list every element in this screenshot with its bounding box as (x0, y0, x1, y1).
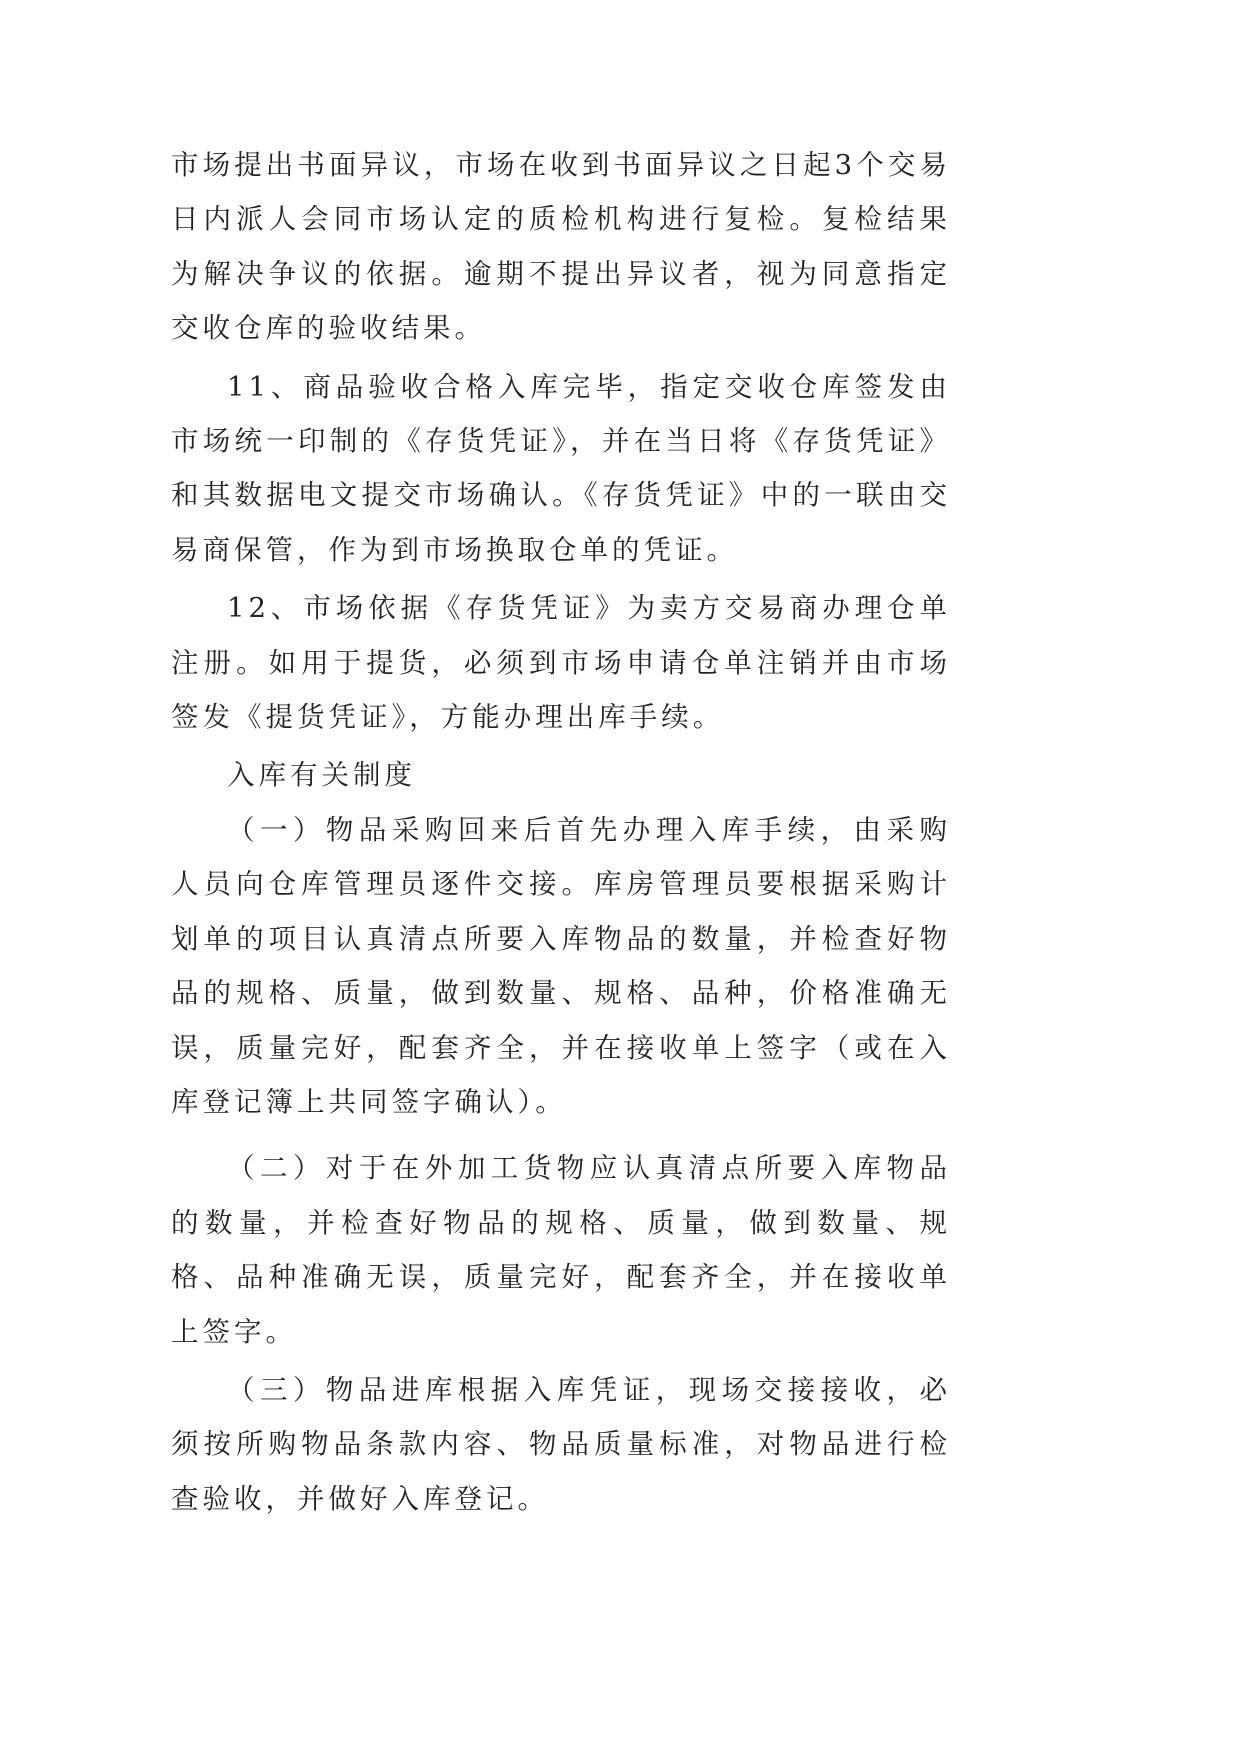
paragraph-rule-3: （三）物品进库根据入库凭证，现场交接接收，必须按所购物品条款内容、物品质量标准，对物品进行检查验收，并做好入库登记。 (171, 1373, 951, 1515)
paragraph-item-11: 11、商品验收合格入库完毕，指定交收仓库签发由市场统一印制的《存货凭证》，并在当日将《存货凭证》和其数据电文提交市场确认。《存货凭证》中的一联由交易商保管，作为到市场换取仓单的凭证。 (171, 370, 951, 566)
document-body (171, 138, 951, 1526)
paragraph-item-12: 12、市场依据《存货凭证》为卖方交易商办理仓单注册。如用于提货，必须到市场申请仓单注销并由市场签发《提货凭证》，方能办理出库手续。 (171, 592, 951, 734)
paragraph-rule-1: （一）物品采购回来后首先办理入库手续，由采购人员向仓库管理员逐件交接。库房管理员要根据采购计划单的项目认真清点所要入库物品的数量，并检查好物品的规格、质量，做到数量、规格、品种，价格准确无误，质量完好，配套齐全，并在接收单上签字（或在入库登记簿上共同签字确认）。 (171, 813, 951, 1118)
paragraph-rule-2: （二）对于在外加工货物应认真清点所要入库物品的数量，并检查好物品的规格、质量，做到数量、规格、品种准确无误，质量完好，配套齐全，并在接收单上签字。 (171, 1152, 951, 1348)
paragraph-dispute-recheck: 市场提出书面异议，市场在收到书面异议之日起3个交易日内派人会同市场认定的质检机构进行复检。复检结果为解决争议的依据。逾期不提出异议者，视为同意指定交收仓库的验收结果。 (171, 149, 951, 345)
section-heading: 入库有关制度 (227, 759, 416, 792)
